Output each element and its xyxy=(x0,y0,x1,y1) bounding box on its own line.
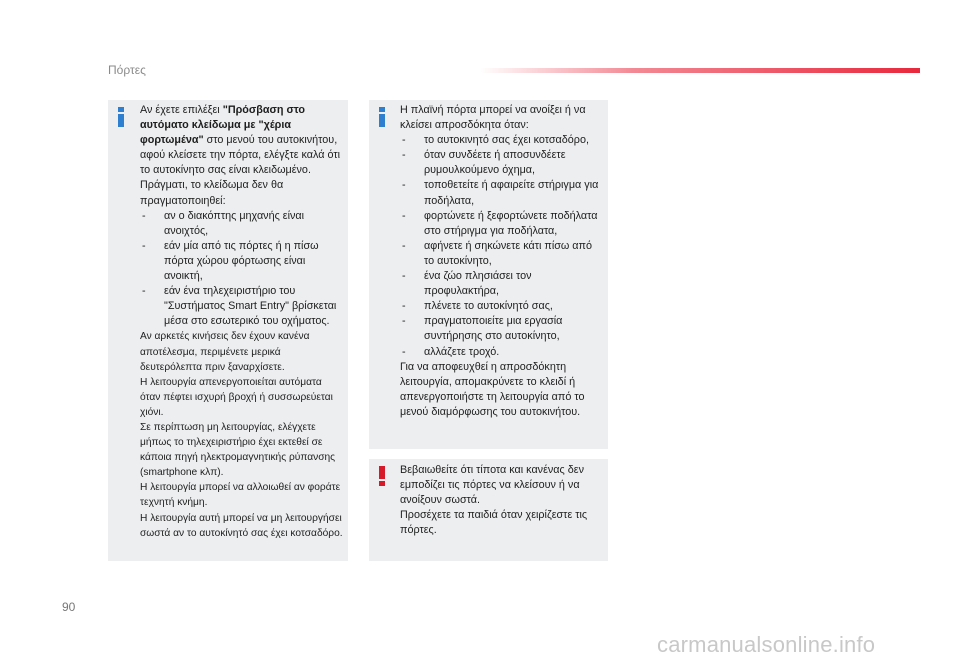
warning-text xyxy=(400,463,605,538)
smart-entry-note: Η λειτουργία μπορεί να αλλοιωθεί αν φοράτε τεχνητή κνήμη. xyxy=(140,482,341,509)
smart-entry-note: Η λειτουργία απενεργοποιείται αυτόματα όταν πέφτει ισχυρή βροχή ή συσσωρεύεται χιόνι. xyxy=(140,376,333,418)
warning-line: Βεβαιωθείτε ότι τίποτα και κανένας δεν εμποδίζει τις πόρτες να κλείσουν ή να ανοίξουν σωστά. xyxy=(400,464,584,507)
list-item: - φορτώνετε ή ξεφορτώνετε ποδήλατα στο στήριγμα για ποδήλατα, xyxy=(400,209,605,239)
watermark: carmanualsonline.info xyxy=(657,632,876,657)
list-item: - εάν μία από τις πόρτες ή η πίσω πόρτα χώρου φόρτωσης είναι ανοικτή, xyxy=(140,239,344,284)
list-item: - πραγματοποιείτε μια εργασία συντήρησης στο αυτοκίνητο, xyxy=(400,314,605,344)
side-door-intro: Η πλαϊνή πόρτα μπορεί να ανοίξει ή να κλείσει απροσδόκητα όταν: xyxy=(400,104,586,132)
info-icon xyxy=(378,107,386,127)
list-item: - αν ο διακόπτης μηχανής είναι ανοιχτός, xyxy=(140,209,344,239)
exclamation-icon xyxy=(378,466,386,486)
list-item: - εάν ένα τηλεχειριστήριο του "Συστήματος Smart Entry" βρίσκεται μέσα στο εσωτερικό του οχήματος. xyxy=(140,284,344,329)
smart-entry-note: Σε περίπτωση μη λειτουργίας, ελέγχετε μήπως το τηλεχειριστήριο έχει εκτεθεί σε κάποια πηγή ηλεκτρομαγνητικής ρύπανσης (smartphone κλπ). xyxy=(140,421,336,479)
side-door-text xyxy=(400,103,605,420)
list-item: - το αυτοκινητό σας έχει κοτσαδόρο, xyxy=(400,133,605,148)
smart-entry-intro: Αν έχετε επιλέξει "Πρόσβαση στο αυτόματο κλείδωμα με "χέρια φορτωμένα" στο μενού του αυτοκινήτου, αφού κλείσετε την πόρτα, ελέγξτε καλά ότι το αυτοκίνητο σας είναι κλειδωμένο. xyxy=(140,104,341,177)
list-item: - όταν συνδέετε ή αποσυνδέετε ρυμουλκούμενο όχημα, xyxy=(400,148,605,178)
warning-line: Προσέχετε τα παιδιά όταν χειρίζεστε τις πόρτες. xyxy=(400,509,588,537)
smart-entry-text xyxy=(140,103,344,541)
smart-entry-note: Η λειτουργία αυτή μπορεί να μη λειτουργήσει σωστά αν το αυτοκίνητό σας έχει κοτσαδόρο. xyxy=(140,512,343,539)
smart-entry-fact: Πράγματι, το κλείδωμα δεν θα πραγματοποιηθεί: xyxy=(140,179,284,207)
page-number: 90 xyxy=(62,600,76,614)
list-item: - τοποθετείτε ή αφαιρείτε στήριγμα για ποδήλατα, xyxy=(400,178,605,208)
page-header-title: Πόρτες xyxy=(108,63,146,77)
side-door-conditions xyxy=(400,133,605,359)
side-door-outro: Για να αποφευχθεί η απροσδόκητη λειτουργία, απομακρύνετε το κλειδί ή απενεργοποιήστε τη λειτουργία από το μενού διαμόρφωσης του αυτοκινήτου. xyxy=(400,360,585,418)
list-item: - αλλάζετε τροχό. xyxy=(400,345,605,360)
smart-entry-note: Αν αρκετές κινήσεις δεν έχουν κανένα αποτέλεσμα, περιμένετε μερικά δευτερόλεπτα πριν ξαναρχίσετε. xyxy=(140,331,310,373)
list-item: - πλένετε το αυτοκίνητό σας, xyxy=(400,299,605,314)
smart-entry-conditions xyxy=(140,209,344,330)
smart-entry-intro-bold: "Πρόσβαση στο αυτόματο κλείδωμα με "χέρια φορτωμένα" xyxy=(140,104,305,147)
header-accent-line xyxy=(480,68,920,73)
list-item: - ένα ζώο πλησιάσει τον προφυλακτήρα, xyxy=(400,269,605,299)
info-icon xyxy=(117,107,125,127)
list-item: - αφήνετε ή σηκώνετε κάτι πίσω από το αυτοκίνητο, xyxy=(400,239,605,269)
